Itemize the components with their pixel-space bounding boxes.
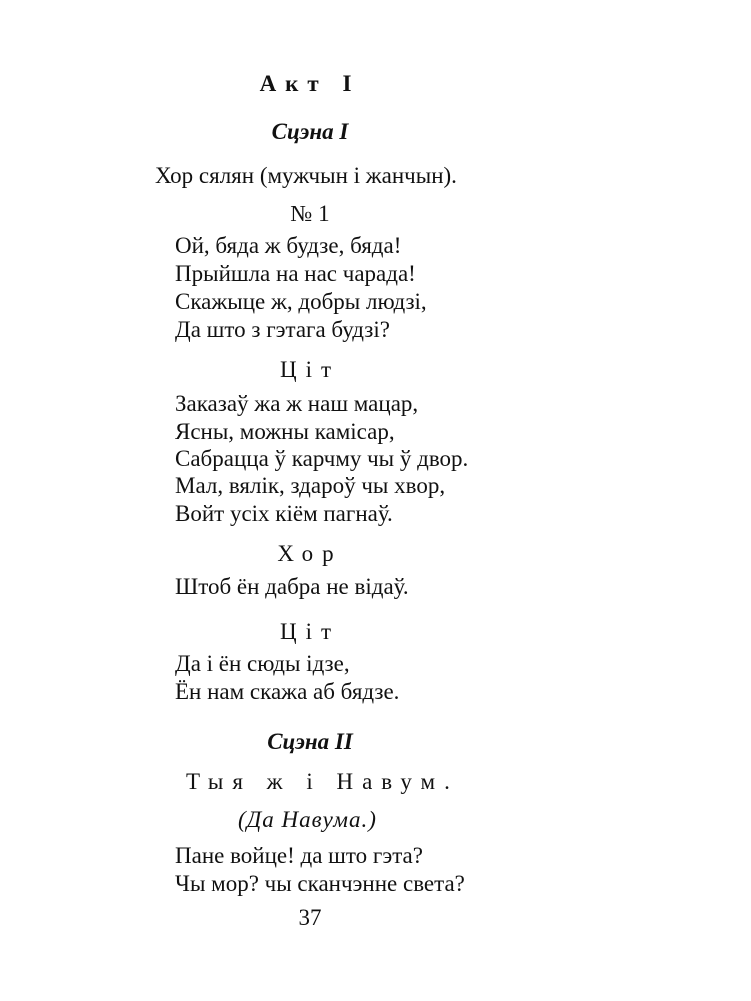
verse-line: Чы мор? чы сканчэнне света? bbox=[175, 871, 465, 896]
verse-line: Да і ён сюды ідзе, bbox=[175, 651, 350, 676]
scene-1-title: Сцэна I bbox=[271, 119, 349, 144]
verse-line: Ён нам скажа аб бядзе. bbox=[175, 679, 400, 704]
verse-line: Сабрацца ў карчму чы ў двор. bbox=[175, 446, 469, 471]
verse-line: Войт усіх кіём пагнаў. bbox=[175, 501, 393, 526]
song-number: № 1 bbox=[290, 201, 330, 226]
verse-line: Скажыце ж, добры людзі, bbox=[175, 289, 427, 314]
verse-line: Ясны, можны камісар, bbox=[175, 419, 395, 444]
verse-line: Прыйшла на нас чарада! bbox=[175, 261, 416, 286]
speaker-cit: Ціт bbox=[279, 357, 341, 382]
verse-line: Пане войце! да што гэта? bbox=[175, 843, 423, 868]
verse-line: Мал, вялік, здароў чы хвор, bbox=[175, 473, 446, 498]
speaker-cit: Ціт bbox=[279, 619, 341, 644]
verse-line: Ой, бяда ж будзе, бяда! bbox=[175, 233, 402, 258]
scene-1-cast: Хор сялян (мужчын і жанчын). bbox=[155, 163, 457, 188]
speaker-chorus: Хор bbox=[277, 541, 343, 566]
act-title: Акт I bbox=[259, 71, 361, 96]
verse-line: Штоб ён дабра не відаў. bbox=[175, 574, 409, 599]
verse-line: Заказаў жа ж наш мацар, bbox=[175, 391, 419, 416]
stage-direction: (Да Навума.) bbox=[238, 807, 377, 832]
verse-line: Да што з гэтага будзі? bbox=[175, 317, 390, 342]
scene-2-title: Сцэна II bbox=[267, 729, 353, 754]
page-number: 37 bbox=[298, 905, 322, 930]
scene-2-cast: Тыя ж і Навум. bbox=[186, 769, 459, 794]
